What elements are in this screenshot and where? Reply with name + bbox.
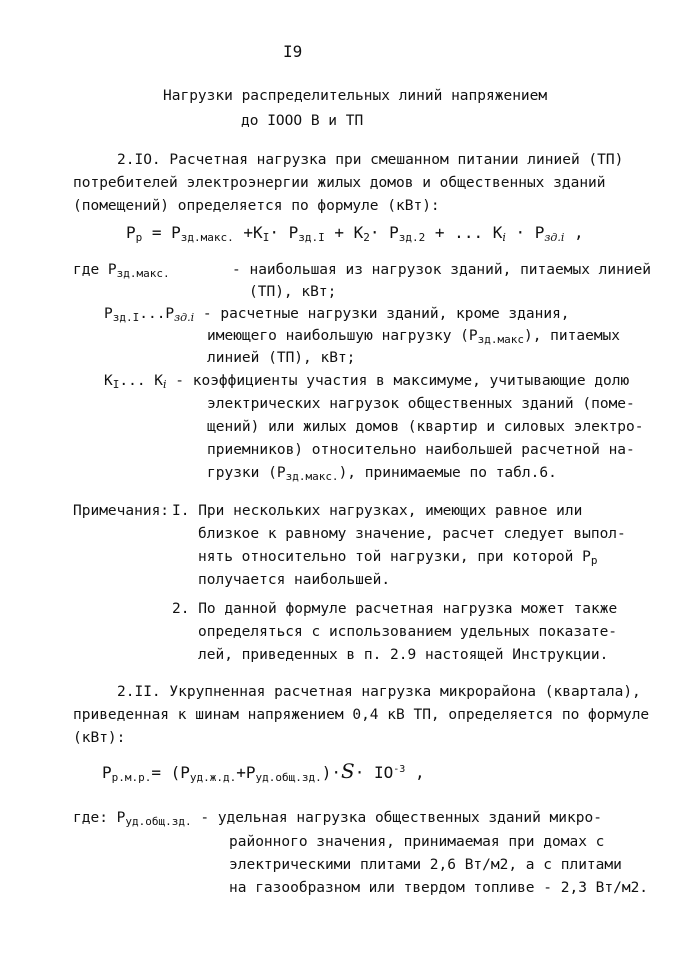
where-p-buildings-desc-2: имеющего наибольшую нагрузку $(P_{зд.макс})$, питаемых xyxy=(207,328,621,346)
where-k-desc-5: грузки $(P_{зд.макс.})$, принимаемые по табл.6. xyxy=(207,465,557,483)
paragraph-2-10-line-3: (помещений) определяется по формуле (кВт): xyxy=(73,198,440,214)
note-2-line-1: 2. По данной формуле расчетная нагрузка может также xyxy=(172,601,618,617)
section-title-line-2: до IOOO В и ТП xyxy=(241,113,364,129)
paragraph-2-11-line-3: (кВт): xyxy=(73,730,126,746)
where-p-buildings-desc-3: линией (ТП), кВт; xyxy=(207,350,356,366)
where-p-buildings: $P_{зд.I}...P_{зд.i}$ - расчетные нагрузки зданий, кроме здания, xyxy=(104,306,570,324)
paragraph-2-10-line-2: потребителей электроэнергии жилых домов и общественных зданий xyxy=(73,175,606,191)
where-k-desc-4: приемников) относительно наибольшей расчетной на- xyxy=(207,442,635,458)
paragraph-2-11-line-2: приведенная к шинам напряжением 0,4 кВ ТП, определяется по формуле xyxy=(73,707,650,723)
where-p-max-desc-2: (ТП), кВт; xyxy=(249,284,337,300)
formula-design-load: $P_р = P_{зд.макс.} +K_I\cdot P_{зд.I} + K_2\cdot P_{зд.2}$ + ... $K_i \cdot P_{зд.i}$ , xyxy=(126,223,584,244)
notes-label: Примечания: xyxy=(73,503,170,519)
note-1-line-4: получается наибольшей. xyxy=(198,572,391,588)
where-p-max: где $P_{зд.макс.}$ xyxy=(73,262,170,280)
where-p-public-desc-4: на газообразном или твердом топливе - 2,3 Вт/м2. xyxy=(229,880,649,896)
section-title-line-1: Нагрузки распределительных линий напряжением xyxy=(163,88,548,104)
paragraph-2-10-line-1: 2.IO. Расчетная нагрузка при смешанном питании линией (ТП) xyxy=(117,152,624,168)
paragraph-2-11-line-1: 2.II. Укрупненная расчетная нагрузка микрорайона (квартала), xyxy=(117,684,641,700)
note-2-line-2: определяться с использованием удельных показате- xyxy=(198,624,618,640)
formula-district-load: $P_{р.м.р.}= (P_{уд.ж.д.}+P_{уд.общ.зд.})\cdot S\cdot IO^{-3}$ , xyxy=(102,759,425,784)
where-p-public: где: $P_{уд.общ.зд.}$ - удельная нагрузка общественных зданий микро- xyxy=(73,810,602,828)
where-k-coefficients: $K_I$... $K_i$ - коэффициенты участия в максимуме, учитывающие долю xyxy=(104,373,630,391)
note-1-line-1: I. При нескольких нагрузках, имеющих равное или xyxy=(172,503,583,519)
where-k-desc-3: щений) или жилых домов (квартир и силовых электро- xyxy=(207,419,644,435)
where-k-desc-2: электрических нагрузок общественных зданий (поме- xyxy=(207,396,635,412)
note-2-line-3: лей, приведенных в п. 2.9 настоящей Инструкции. xyxy=(198,647,609,663)
where-p-max-desc-1: - наибольшая из нагрузок зданий, питаемых линией xyxy=(232,262,652,278)
note-1-line-3: нять относительно той нагрузки, при которой $P_р$ xyxy=(198,549,598,567)
note-1-line-2: близкое к равному значение, расчет следует выпол- xyxy=(198,526,626,542)
where-p-public-desc-2: районного значения, принимаемая при домах с xyxy=(229,834,605,850)
where-p-public-desc-3: электрическими плитами 2,6 Вт/м2, а с плитами xyxy=(229,857,622,873)
page-number: I9 xyxy=(283,42,303,61)
